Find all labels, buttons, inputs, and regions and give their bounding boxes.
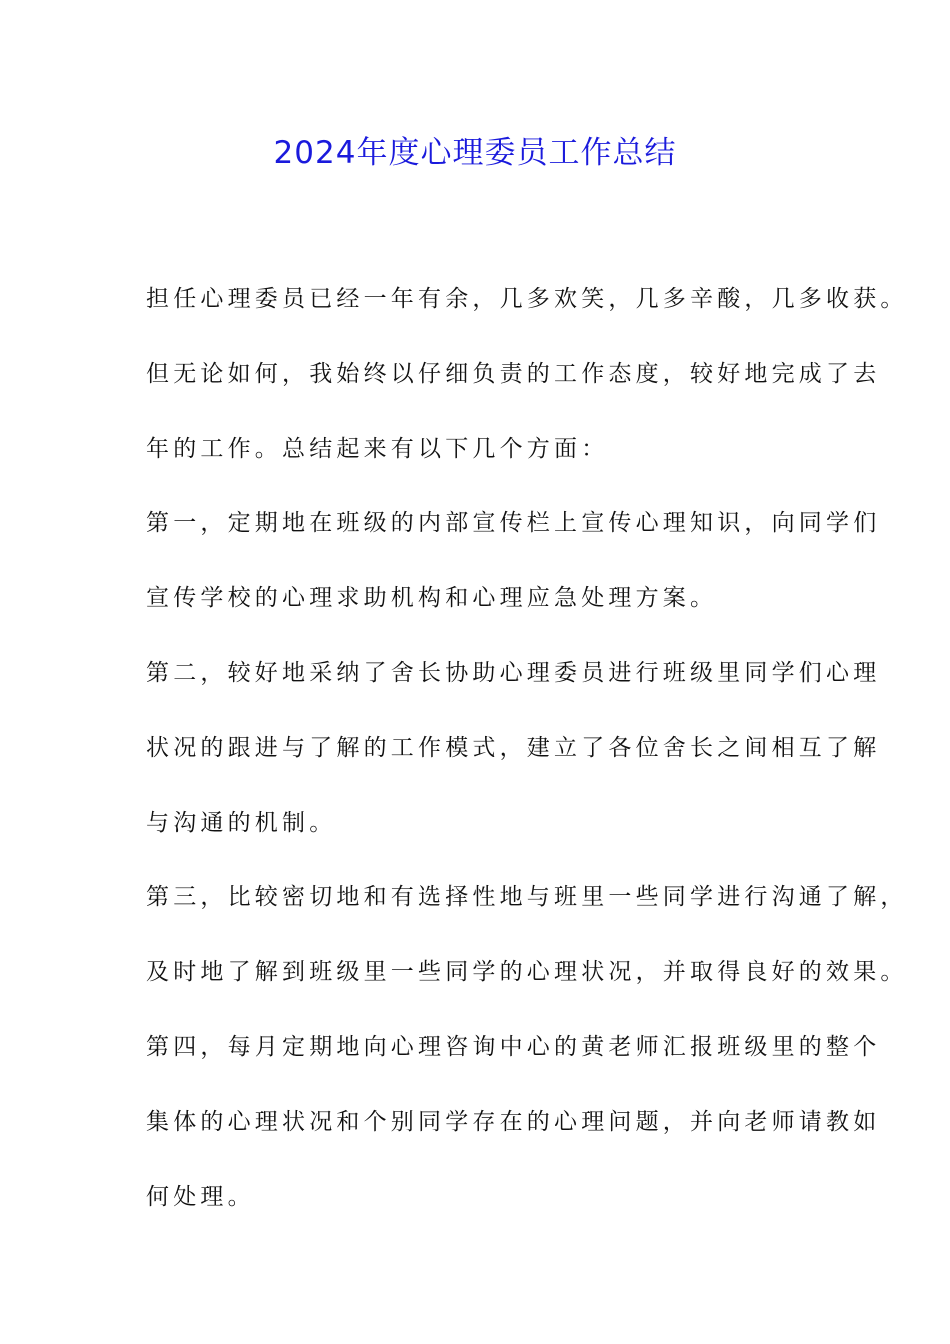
body-line: 集体的心理状况和个别同学存在的心理问题，并向老师请教如 (146, 1108, 881, 1135)
body-line: 第三，比较密切地和有选择性地与班里一些同学进行沟通了解， (146, 884, 908, 911)
body-line: 但无论如何，我始终以仔细负责的工作态度，较好地完成了去 (146, 360, 881, 387)
body-line: 第四，每月定期地向心理咨询中心的黄老师汇报班级里的整个 (146, 1033, 881, 1060)
body-line: 第二，较好地采纳了舍长协助心理委员进行班级里同学们心理 (146, 659, 881, 686)
body-line: 状况的跟进与了解的工作模式，建立了各位舍长之间相互了解 (146, 734, 881, 761)
document-title: 2024年度心理委员工作总结 (273, 135, 677, 171)
body-line: 何处理。 (146, 1183, 255, 1210)
body-line: 年的工作。总结起来有以下几个方面： (146, 435, 609, 462)
body-line: 与沟通的机制。 (146, 809, 337, 836)
document-body (146, 262, 908, 1234)
body-line: 第一，定期地在班级的内部宣传栏上宣传心理知识，向同学们 (146, 510, 881, 537)
body-line: 宣传学校的心理求助机构和心理应急处理方案。 (146, 585, 718, 612)
body-line: 及时地了解到班级里一些同学的心理状况，并取得良好的效果。 (146, 959, 908, 986)
body-line: 担任心理委员已经一年有余，几多欢笑，几多辛酸，几多收获。 (146, 286, 908, 312)
